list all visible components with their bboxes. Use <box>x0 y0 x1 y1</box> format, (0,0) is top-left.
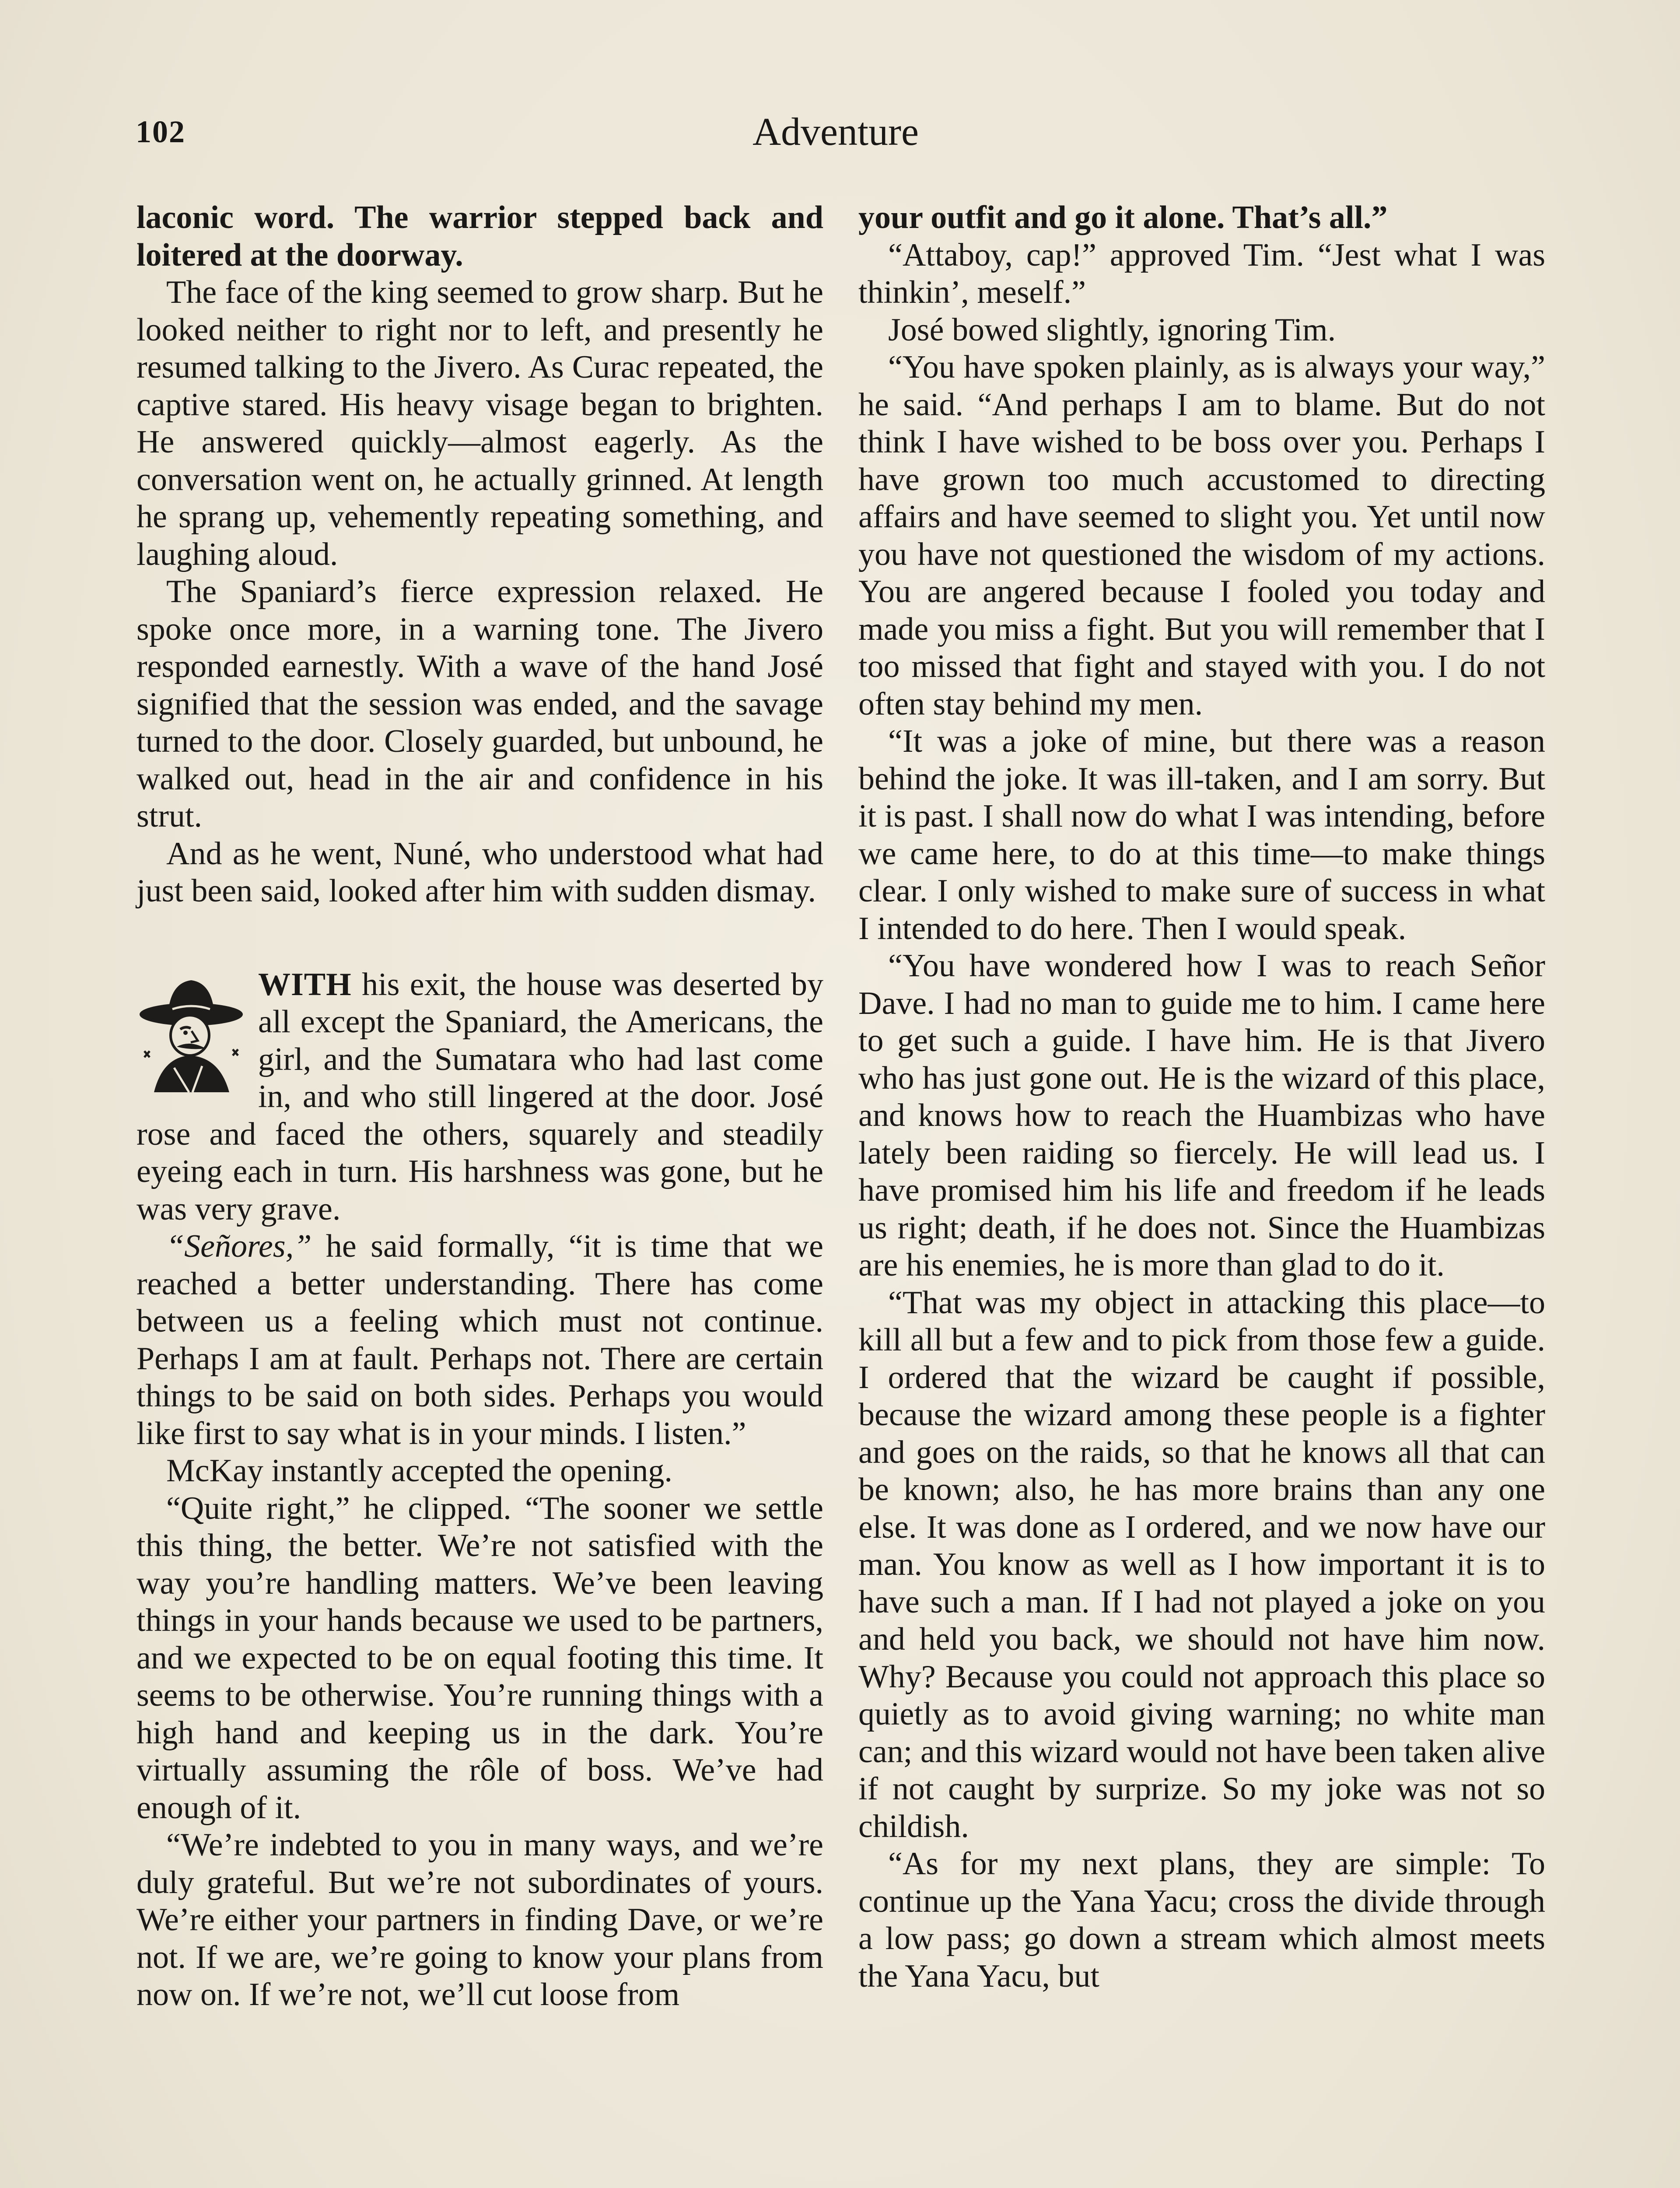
paragraph: “As for my next plans, they are simple: To continue up the Yana Yacu; cross the divide through a low pass; go down a stream which almost meets the Yana Yacu, but <box>858 1846 1545 1994</box>
section-break <box>136 910 823 966</box>
paragraph: “That was my object in attacking this place—to kill all but a few and to pick from those few a guide. I ordered that the wizard be caught if possible, because the wizard among these people is a fighter and goes on the raids, so that he knows all that can be known; also, he has more brains than any one else. It was done as I ordered, and we now have our man. You know as well as I how important it is to have such a man. If I had not played a joke on you and held you back, we should not have him now. Why? Because you could not approach this place so quietly as to avoid giving warning; no white man can; and this wizard would not have been taken alive if not caught by surprize. So my joke was not so childish. <box>858 1284 1545 1844</box>
paragraph: McKay instantly accepted the opening. <box>166 1453 672 1489</box>
paragraph: The face of the king seemed to grow sharp. But he looked neither to right nor to left, and presently he resumed talking to the Jivero. As Curac repeated, the captive stared. His heavy visage began to brighten. He answered quickly—almost eagerly. As the conversation went on, he actually grinned. At length he sprang up, vehemently repeating something, and laughing aloud. <box>136 274 823 572</box>
emphasis: “Señores,” <box>166 1228 312 1264</box>
section-lead-word: WITH <box>258 966 352 1003</box>
paragraph: “Señores,” he said formally, “it is time that we reached a better understanding. There has come between us a feeling which must not continue. Perhaps I am at fault. Perhaps not. There are certain things to be said on both sides. Perhaps you would like first to say what is in your minds. I listen.” <box>136 1228 823 1452</box>
paragraph: WITH his exit, the house was deserted by all except the Spaniard, the Americans, the girl, and the Sumatara who had last come in, and who still lingered at the door. José rose and faced the others, squarely and steadily eyeing each in turn. His harshness was gone, but he was very grave. <box>136 966 823 1227</box>
left-column <box>136 199 823 2014</box>
paragraph: And as he went, Nuné, who understood what had just been said, looked after him with sudden dismay. <box>136 835 823 909</box>
paragraph: “Quite right,” he clipped. “The sooner we settle this thing, the better. We’re not satisfied with the way you’re handling matters. We’ve been leaving things in your hands because we used to be partners, and we expected to be on equal footing this time. It seems to be otherwise. You’re running things with a high hand and keeping us in the dark. You’re virtually assuming the rôle of boss. We’ve had enough of it. <box>136 1490 823 1826</box>
paragraph: The Spaniard’s fierce expression relaxed. He spoke once more, in a warning tone. The Jivero responded earnestly. With a wave of the hand José signified that the session was ended, and the savage turned to the door. Closely guarded, but unbound, he walked out, head in the air and confidence in his strut. <box>136 574 823 834</box>
page-number: 102 <box>136 114 186 149</box>
right-column <box>858 199 1545 1995</box>
section-opening <box>136 966 823 1228</box>
paragraph: “You have spoken plainly, as is always your way,” he said. “And perhaps I am to blame. But do not think I have wished to be boss over you. Perhaps I have grown too much accustomed to directing affairs and have seemed to slight you. Yet until now you have not questioned the wisdom of my actions. You are angered because I fooled you today and made you miss a fight. But you will remember that I too missed that fight and stayed with you. I do not often stay behind my men. <box>858 349 1545 722</box>
paragraph: José bowed slightly, ignoring Tim. <box>888 312 1336 348</box>
paragraph: “You have wondered how I was to reach Señor Dave. I had no man to guide me to him. I came here to get such a guide. I have him. He is that Jivero who has just gone out. He is the wizard of this place, and knows how to reach the Huambizas who have lately been raiding so fiercely. He will lead us. I have promised him his life and freedom if he leads us right; death, if he does not. Since the Huambizas are his enemies, he is more than glad to do it. <box>858 948 1545 1283</box>
paragraph: “It was a joke of mine, but there was a reason behind the joke. It was ill-taken, and I am sorry. But it is past. I shall now do what I was intending, before we came here, to do at this time—to make things clear. I only wished to make sure of success in what I intended to do here. Then I would speak. <box>858 723 1545 947</box>
paragraph: “We’re indebted to you in many ways, and we’re duly grateful. But we’re not subordinates of yours. We’re either your partners in finding Dave, or we’re not. If we are, we’re going to know your plans from now on. If we’re not, we’ll cut loose from <box>136 1827 823 2013</box>
paragraph: laconic word. The warrior stepped back and loitered at the doorway. <box>136 200 823 273</box>
paragraph: your outfit and go it alone. That’s all.” <box>858 200 1388 235</box>
sombrero-man-icon <box>136 974 246 1097</box>
page-header <box>136 109 1536 162</box>
paragraph: “Attaboy, cap!” approved Tim. “Jest what I was thinkin’, meself.” <box>858 237 1545 310</box>
running-title: Adventure <box>752 110 919 154</box>
